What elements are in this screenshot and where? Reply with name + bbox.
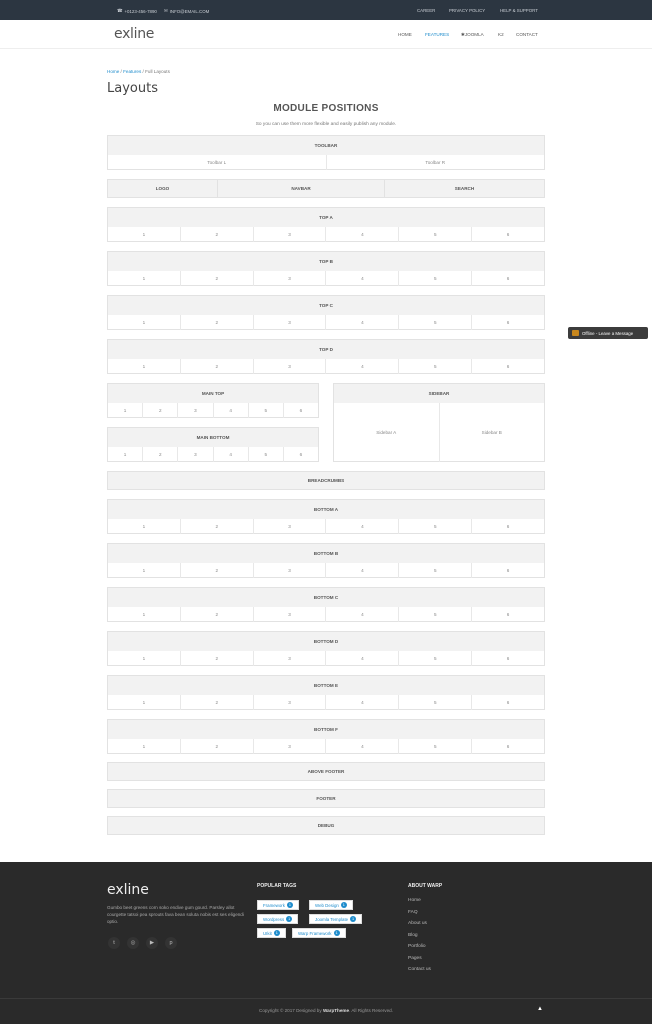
joomla-icon: ✱: [461, 32, 465, 37]
cell: 1: [108, 315, 181, 330]
cell: 1: [108, 519, 181, 534]
copyright: [0, 1008, 652, 1013]
cell: 4: [326, 695, 399, 710]
tag-count: 1: [288, 903, 292, 907]
cell: 5: [249, 403, 284, 418]
cell: 2: [181, 227, 254, 242]
cell: 3: [254, 519, 327, 534]
tag-label: Joomla Template: [315, 916, 349, 922]
sidebar-module: [333, 383, 545, 462]
phone-contact[interactable]: [117, 8, 157, 14]
tag-label: Wordpress: [263, 916, 285, 922]
bottom-e-header: BOTTOM E: [108, 676, 544, 695]
cell: 2: [181, 563, 254, 578]
topbar-link-career[interactable]: CAREER: [417, 8, 436, 13]
nav-joomla[interactable]: [461, 32, 484, 38]
cell: 4: [326, 563, 399, 578]
cell: 4: [326, 271, 399, 286]
nav-k2[interactable]: K2: [498, 32, 504, 37]
cell: 3: [254, 563, 327, 578]
breadcrumbs-position: BREADCRUMBS: [107, 471, 545, 490]
module-positions-subtitle: So you can use them more flexible and easily publish any module.: [255, 122, 397, 127]
cell: 3: [178, 447, 213, 462]
tag-uikit[interactable]: [257, 928, 286, 938]
cell: 3: [254, 271, 327, 286]
tag-count: 1: [342, 903, 345, 907]
toolbar-module: [107, 135, 545, 170]
footer-link-faq[interactable]: FAQ: [408, 909, 418, 915]
cell: 6: [506, 744, 510, 749]
cell: 1: [108, 227, 181, 242]
toolbar-l: Toolbar L: [108, 155, 327, 170]
tag-framework[interactable]: [257, 900, 299, 910]
topbar-link-privacy[interactable]: PRIVACY POLICY: [449, 8, 486, 13]
top-a-header: TOP A: [108, 208, 544, 227]
bottom-f-header: BOTTOM F: [108, 720, 544, 739]
cell: 6: [506, 700, 510, 705]
breadcrumb-current: Full Layouts: [145, 69, 170, 74]
phone-icon: ☎: [117, 8, 123, 13]
cell: 2: [181, 359, 254, 374]
cell: 4: [214, 447, 249, 462]
copyright-pre: Copyright © 2017 Designed by: [259, 1008, 322, 1013]
cell: 3: [178, 403, 213, 418]
bottom-b-module: [107, 543, 545, 578]
main-top-module: [107, 383, 319, 418]
bottom-b-header: BOTTOM B: [108, 544, 544, 563]
chat-icon: [572, 330, 579, 336]
cell: 6: [506, 232, 510, 237]
cell: 2: [181, 607, 254, 622]
tag-web-design[interactable]: [309, 900, 353, 910]
tag-count: 1: [288, 917, 291, 921]
footer-link-pages[interactable]: Pages: [408, 955, 422, 961]
cell: 1: [108, 607, 181, 622]
main-top-header: MAIN TOP: [108, 384, 318, 403]
email-contact[interactable]: [164, 8, 209, 14]
cell: 2: [181, 315, 254, 330]
tag-label: Framework: [263, 902, 285, 908]
cell: 6: [506, 276, 510, 281]
tag-count: 1: [352, 917, 355, 921]
cell: 5: [399, 739, 472, 754]
page-title: Layouts: [107, 81, 158, 96]
tag-warp-framework[interactable]: [292, 928, 346, 938]
tag-label: Warp Framework: [298, 930, 332, 936]
top-c-module: [107, 295, 545, 330]
tag-joomla-template[interactable]: [309, 914, 362, 924]
sidebar-a: Sidebar A: [334, 403, 440, 462]
cell: 2: [143, 403, 178, 418]
toolbar-header: TOOLBAR: [108, 136, 544, 155]
footer-link-home[interactable]: Home: [408, 898, 421, 903]
logo-navbar-search-module: [107, 179, 545, 198]
cell: 2: [181, 651, 254, 666]
cell: 3: [254, 315, 327, 330]
cell: 5: [399, 607, 472, 622]
youtube-icon[interactable]: ▶: [146, 937, 158, 949]
footer-divider: [0, 998, 652, 999]
main-bottom-header: MAIN BOTTOM: [108, 428, 318, 447]
cell: 1: [108, 563, 181, 578]
breadcrumb-home[interactable]: Home: [107, 69, 120, 74]
top-b-header: TOP B: [108, 252, 544, 271]
breadcrumb: Home / Features / Full Layouts: [107, 69, 170, 74]
cell: 5: [399, 651, 472, 666]
main-bottom-module: [107, 427, 319, 462]
breadcrumb-features[interactable]: Features: [123, 69, 142, 74]
copyright-post: . All Rights Reserved.: [349, 1008, 393, 1013]
nav-features[interactable]: FEATURES: [425, 32, 450, 37]
tag-wordpress[interactable]: [257, 914, 298, 924]
cell: 4: [326, 359, 399, 374]
site-logo[interactable]: exline: [114, 26, 155, 42]
top-b-module: [107, 251, 545, 286]
email-address: INFO@EMAIL.COM: [169, 8, 210, 14]
cell: 5: [399, 315, 472, 330]
bottom-c-module: [107, 587, 545, 622]
cell: 6: [506, 364, 510, 369]
cell: 6: [506, 320, 510, 325]
footer-link-about[interactable]: About us: [408, 921, 427, 926]
cell: 3: [254, 739, 327, 754]
footer-logo[interactable]: exline: [107, 882, 149, 898]
top-d-module: [107, 339, 545, 374]
offline-chat-button[interactable]: [568, 327, 648, 339]
pinterest-icon[interactable]: p: [165, 937, 177, 949]
cell: 5: [249, 447, 284, 462]
cell: 4: [214, 403, 249, 418]
cell: 5: [399, 271, 472, 286]
cell: 2: [181, 695, 254, 710]
twitter-icon[interactable]: t: [108, 937, 120, 949]
cell: 6: [506, 568, 510, 573]
sidebar-header: SIDEBAR: [334, 384, 544, 403]
toolbar-r: Toolbar R: [425, 160, 446, 165]
footer-position: FOOTER: [107, 789, 545, 808]
cell: 2: [181, 739, 254, 754]
cell: 5: [399, 359, 472, 374]
site-header: [0, 20, 652, 49]
cell: 4: [326, 739, 399, 754]
cell: 5: [399, 227, 472, 242]
cell: 1: [108, 695, 181, 710]
popular-tags-title: POPULAR TAGS: [257, 883, 297, 889]
cell: 3: [254, 607, 327, 622]
cell: 2: [181, 271, 254, 286]
instagram-icon[interactable]: ◎: [127, 937, 139, 949]
copyright-brand[interactable]: WarpTheme: [322, 1008, 350, 1013]
nav-home[interactable]: HOME: [398, 32, 412, 37]
nav-contact[interactable]: CONTACT: [516, 32, 538, 37]
footer-link-portfolio[interactable]: Portfolio: [408, 944, 426, 949]
top-a-module: [107, 207, 545, 242]
cell: 2: [181, 519, 254, 534]
above-footer-position: ABOVE FOOTER: [107, 762, 545, 781]
bottom-a-module: [107, 499, 545, 534]
footer-description: Gumbo beet greens corn soko endive gum gourd. Parsley allot courgette tatsoi pea sprouts fava bean soluta nobis est ses eligendi optio.: [107, 905, 244, 924]
cell: 4: [326, 607, 399, 622]
cell: 5: [399, 519, 472, 534]
nav-joomla-label: JOOMLA: [464, 32, 484, 37]
cell: 3: [254, 359, 327, 374]
cell: 4: [326, 227, 399, 242]
bottom-f-module: [107, 719, 545, 754]
cell: 6: [506, 524, 510, 529]
top-bar: [0, 0, 652, 20]
search-position: SEARCH: [385, 180, 544, 197]
about-warp-title: ABOUT WARP: [408, 883, 443, 889]
cell: 6: [299, 408, 303, 413]
site-footer: [0, 862, 652, 1024]
debug-position: DEBUG: [107, 816, 545, 835]
sidebar-b: Sidebar B: [481, 430, 502, 435]
bottom-d-header: BOTTOM D: [108, 632, 544, 651]
offline-chat-label: Offline - Leave a Message: [582, 330, 634, 336]
cell: 6: [506, 612, 510, 617]
cell: 1: [108, 739, 181, 754]
cell: 1: [108, 651, 181, 666]
mail-icon: ✉: [164, 8, 168, 13]
cell: 4: [326, 651, 399, 666]
cell: 6: [299, 452, 303, 457]
cell: 1: [108, 271, 181, 286]
cell: 3: [254, 695, 327, 710]
cell: 1: [108, 359, 181, 374]
phone-number: +0123-456-7890: [124, 8, 157, 14]
module-positions-title: MODULE POSITIONS: [273, 103, 379, 114]
cell: 5: [399, 695, 472, 710]
top-c-header: TOP C: [108, 296, 544, 315]
topbar-link-help[interactable]: HELP & SUPPORT: [500, 8, 538, 13]
navbar-position: NAVBAR: [218, 180, 385, 197]
footer-link-blog[interactable]: Blog: [408, 932, 418, 938]
tag-label: Web Design: [315, 902, 339, 908]
top-d-header: TOP D: [108, 340, 544, 359]
tag-count: 1: [275, 931, 278, 935]
scroll-to-top-icon[interactable]: ▲: [537, 1006, 543, 1012]
cell: 2: [143, 447, 178, 462]
cell: 3: [254, 651, 327, 666]
cell: 4: [326, 519, 399, 534]
logo-position: LOGO: [108, 180, 218, 197]
cell: 6: [506, 656, 510, 661]
cell: 1: [108, 403, 143, 418]
footer-link-contact[interactable]: Contact us: [408, 967, 431, 972]
cell: 1: [108, 447, 143, 462]
cell: 4: [326, 315, 399, 330]
tag-label: UIkit: [263, 930, 272, 936]
bottom-e-module: [107, 675, 545, 710]
bottom-c-header: BOTTOM C: [108, 588, 544, 607]
tag-count: 1: [335, 931, 338, 935]
bottom-a-header: BOTTOM A: [108, 500, 544, 519]
bottom-d-module: [107, 631, 545, 666]
cell: 3: [254, 227, 327, 242]
cell: 5: [399, 563, 472, 578]
